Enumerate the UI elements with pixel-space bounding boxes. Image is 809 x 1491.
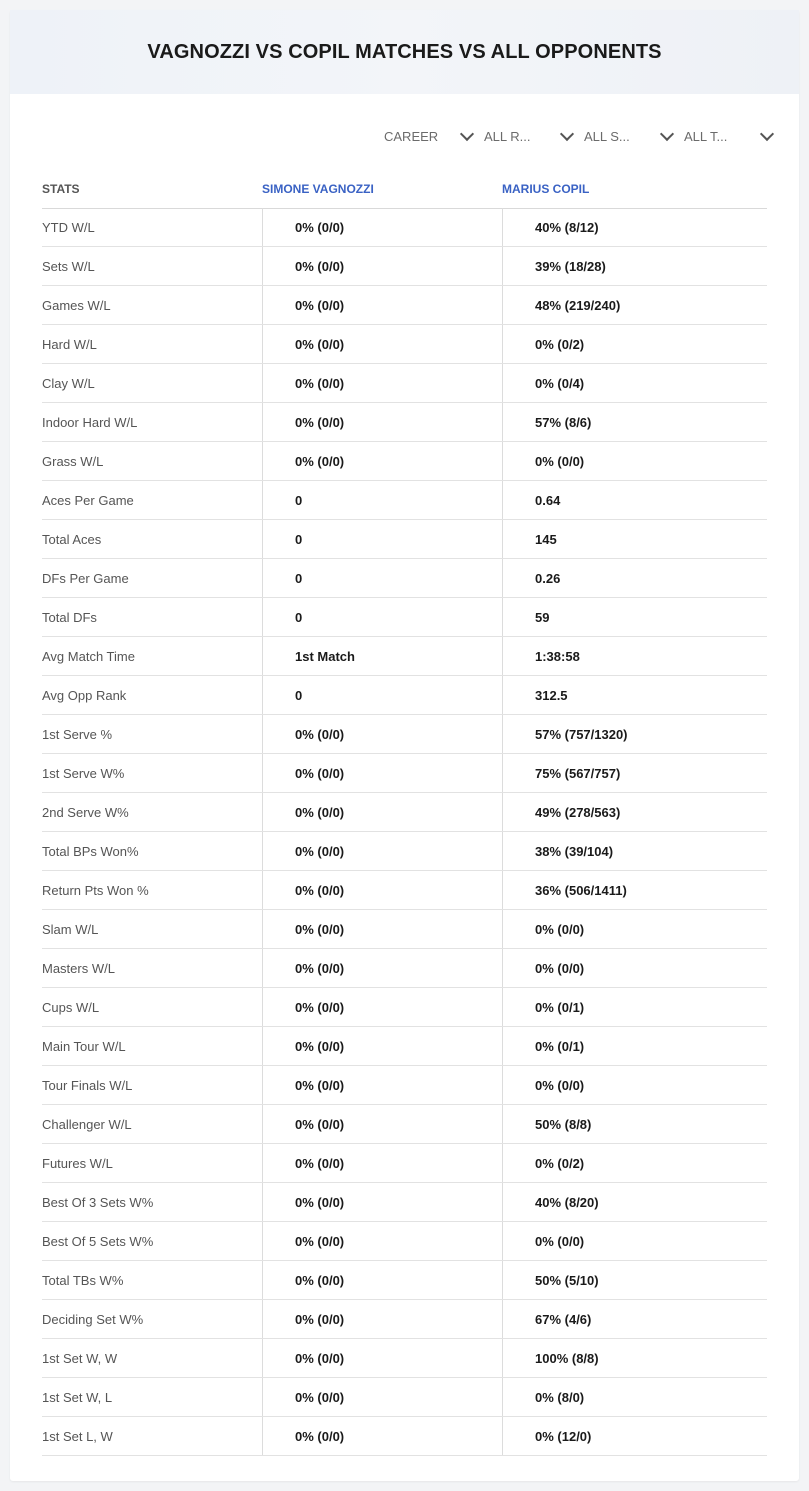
stat-label: Aces Per Game <box>42 492 134 508</box>
player2-value: 36% (506/1411) <box>502 871 767 909</box>
player1-value: 0% (0/0) <box>262 364 502 402</box>
player1-link[interactable]: SIMONE VAGNOZZI <box>262 182 374 196</box>
player1-value: 0% (0/0) <box>262 871 502 909</box>
table-header <box>42 170 767 209</box>
filter-label: ALL T... <box>684 128 728 144</box>
player2-value: 312.5 <box>502 676 767 714</box>
table-row <box>42 403 767 442</box>
player1-value: 0% (0/0) <box>262 1300 502 1338</box>
page-title: VAGNOZZI VS COPIL MATCHES VS ALL OPPONENTS <box>147 40 662 63</box>
stats-table-body <box>42 208 767 1456</box>
surface-filter-select[interactable] <box>580 126 680 146</box>
table-row <box>42 208 767 247</box>
stat-label: Total DFs <box>42 609 97 625</box>
player2-value: 0.64 <box>502 481 767 519</box>
stat-label: Masters W/L <box>42 960 115 976</box>
stat-label: 1st Set L, W <box>42 1428 113 1444</box>
table-row <box>42 286 767 325</box>
stat-label: Games W/L <box>42 297 111 313</box>
chevron-down-icon <box>460 127 474 141</box>
period-filter-select[interactable] <box>380 126 480 146</box>
player1-value: 0% (0/0) <box>262 325 502 363</box>
player1-value: 0% (0/0) <box>262 1066 502 1104</box>
stat-label: Deciding Set W% <box>42 1311 144 1327</box>
player1-value: 0% (0/0) <box>262 1261 502 1299</box>
table-row <box>42 559 767 598</box>
stat-label: Futures W/L <box>42 1155 113 1171</box>
stat-label: Cups W/L <box>42 999 100 1015</box>
player2-value: 0% (0/0) <box>502 442 767 480</box>
table-row <box>42 1417 767 1456</box>
stat-label: Tour Finals W/L <box>42 1077 133 1093</box>
player2-link[interactable]: MARIUS COPIL <box>502 182 590 196</box>
filter-bar <box>380 126 780 146</box>
filter-label: ALL R... <box>484 128 531 144</box>
player2-value: 0.26 <box>502 559 767 597</box>
tournament-filter-select[interactable] <box>680 126 780 146</box>
chevron-down-icon <box>660 127 674 141</box>
table-row <box>42 520 767 559</box>
stat-label: Slam W/L <box>42 921 99 937</box>
stat-label: Main Tour W/L <box>42 1038 126 1054</box>
stat-label: Return Pts Won % <box>42 882 149 898</box>
table-row <box>42 325 767 364</box>
player2-value: 1:38:58 <box>502 637 767 675</box>
player1-value: 0% (0/0) <box>262 208 502 246</box>
player2-value: 0% (0/1) <box>502 1027 767 1065</box>
table-row <box>42 1261 767 1300</box>
player2-value: 40% (8/12) <box>502 208 767 246</box>
table-row <box>42 1300 767 1339</box>
player2-value: 49% (278/563) <box>502 793 767 831</box>
stat-label: Grass W/L <box>42 453 104 469</box>
player1-value: 0 <box>262 598 502 636</box>
stat-label: YTD W/L <box>42 219 95 235</box>
player1-value: 0 <box>262 559 502 597</box>
player1-value: 0% (0/0) <box>262 286 502 324</box>
player2-value: 59 <box>502 598 767 636</box>
player1-value: 0% (0/0) <box>262 754 502 792</box>
table-row <box>42 247 767 286</box>
table-row <box>42 1339 767 1378</box>
table-row <box>42 715 767 754</box>
card-header <box>10 10 799 94</box>
stat-label: 1st Serve W% <box>42 765 125 781</box>
stat-label: Best Of 5 Sets W% <box>42 1233 154 1249</box>
player2-value: 48% (219/240) <box>502 286 767 324</box>
player1-value: 0 <box>262 520 502 558</box>
table-row <box>42 442 767 481</box>
filter-label: CAREER <box>384 128 439 144</box>
stat-label: Hard W/L <box>42 336 97 352</box>
player2-value: 38% (39/104) <box>502 832 767 870</box>
table-row <box>42 754 767 793</box>
table-row <box>42 1027 767 1066</box>
player1-value: 0% (0/0) <box>262 1027 502 1065</box>
player2-value: 57% (8/6) <box>502 403 767 441</box>
player2-value: 0% (0/4) <box>502 364 767 402</box>
stat-label: Challenger W/L <box>42 1116 132 1132</box>
player2-value: 50% (8/8) <box>502 1105 767 1143</box>
stat-label: Sets W/L <box>42 258 95 274</box>
stat-label: Indoor Hard W/L <box>42 414 138 430</box>
player2-value: 0% (8/0) <box>502 1378 767 1416</box>
player2-value: 67% (4/6) <box>502 1300 767 1338</box>
player2-value: 50% (5/10) <box>502 1261 767 1299</box>
stat-label: 1st Serve % <box>42 726 113 742</box>
chevron-down-icon <box>560 127 574 141</box>
player1-value: 0 <box>262 676 502 714</box>
table-row <box>42 1066 767 1105</box>
player1-value: 0% (0/0) <box>262 832 502 870</box>
table-row <box>42 1222 767 1261</box>
stat-label: DFs Per Game <box>42 570 129 586</box>
table-row <box>42 676 767 715</box>
stat-label: Clay W/L <box>42 375 95 391</box>
chevron-down-icon <box>760 127 774 141</box>
player1-value: 0% (0/0) <box>262 1339 502 1377</box>
player1-value: 0% (0/0) <box>262 1144 502 1182</box>
player2-value: 0% (0/2) <box>502 325 767 363</box>
table-row <box>42 1378 767 1417</box>
filter-label: ALL S... <box>584 128 630 144</box>
table-row <box>42 949 767 988</box>
player2-value: 75% (567/757) <box>502 754 767 792</box>
stat-label: 1st Set W, L <box>42 1389 113 1405</box>
player2-value: 0% (0/2) <box>502 1144 767 1182</box>
player2-value: 100% (8/8) <box>502 1339 767 1377</box>
stat-label: Avg Opp Rank <box>42 687 127 703</box>
player1-value: 0% (0/0) <box>262 442 502 480</box>
player2-value: 0% (0/0) <box>502 910 767 948</box>
stats-column-header: STATS <box>42 182 80 196</box>
stats-card <box>10 10 799 1481</box>
player1-value: 0% (0/0) <box>262 247 502 285</box>
table-row <box>42 637 767 676</box>
player2-value: 0% (0/0) <box>502 1066 767 1104</box>
table-row <box>42 910 767 949</box>
player2-value: 0% (0/1) <box>502 988 767 1026</box>
table-row <box>42 481 767 520</box>
player2-value: 40% (8/20) <box>502 1183 767 1221</box>
stat-label: 1st Set W, W <box>42 1350 118 1366</box>
player2-value: 0% (12/0) <box>502 1417 767 1455</box>
player1-value: 0% (0/0) <box>262 1222 502 1260</box>
player2-value: 0% (0/0) <box>502 949 767 987</box>
table-row <box>42 988 767 1027</box>
player1-value: 0% (0/0) <box>262 793 502 831</box>
player1-value: 1st Match <box>262 637 502 675</box>
table-row <box>42 364 767 403</box>
table-row <box>42 871 767 910</box>
player1-value: 0% (0/0) <box>262 1105 502 1143</box>
table-row <box>42 832 767 871</box>
table-row <box>42 793 767 832</box>
stat-label: 2nd Serve W% <box>42 804 129 820</box>
player1-value: 0% (0/0) <box>262 910 502 948</box>
player1-value: 0% (0/0) <box>262 1378 502 1416</box>
player2-value: 39% (18/28) <box>502 247 767 285</box>
player2-value: 57% (757/1320) <box>502 715 767 753</box>
table-row <box>42 1105 767 1144</box>
stat-label: Total TBs W% <box>42 1272 124 1288</box>
player1-value: 0% (0/0) <box>262 949 502 987</box>
player1-value: 0% (0/0) <box>262 403 502 441</box>
table-row <box>42 598 767 637</box>
round-filter-select[interactable] <box>480 126 580 146</box>
player2-value: 0% (0/0) <box>502 1222 767 1260</box>
player1-value: 0% (0/0) <box>262 1417 502 1455</box>
table-row <box>42 1183 767 1222</box>
player1-value: 0 <box>262 481 502 519</box>
stat-label: Best Of 3 Sets W% <box>42 1194 154 1210</box>
player1-value: 0% (0/0) <box>262 988 502 1026</box>
stat-label: Total Aces <box>42 531 102 547</box>
player1-value: 0% (0/0) <box>262 715 502 753</box>
stat-label: Total BPs Won% <box>42 843 139 859</box>
player1-value: 0% (0/0) <box>262 1183 502 1221</box>
player2-value: 145 <box>502 520 767 558</box>
table-row <box>42 1144 767 1183</box>
stat-label: Avg Match Time <box>42 648 135 664</box>
